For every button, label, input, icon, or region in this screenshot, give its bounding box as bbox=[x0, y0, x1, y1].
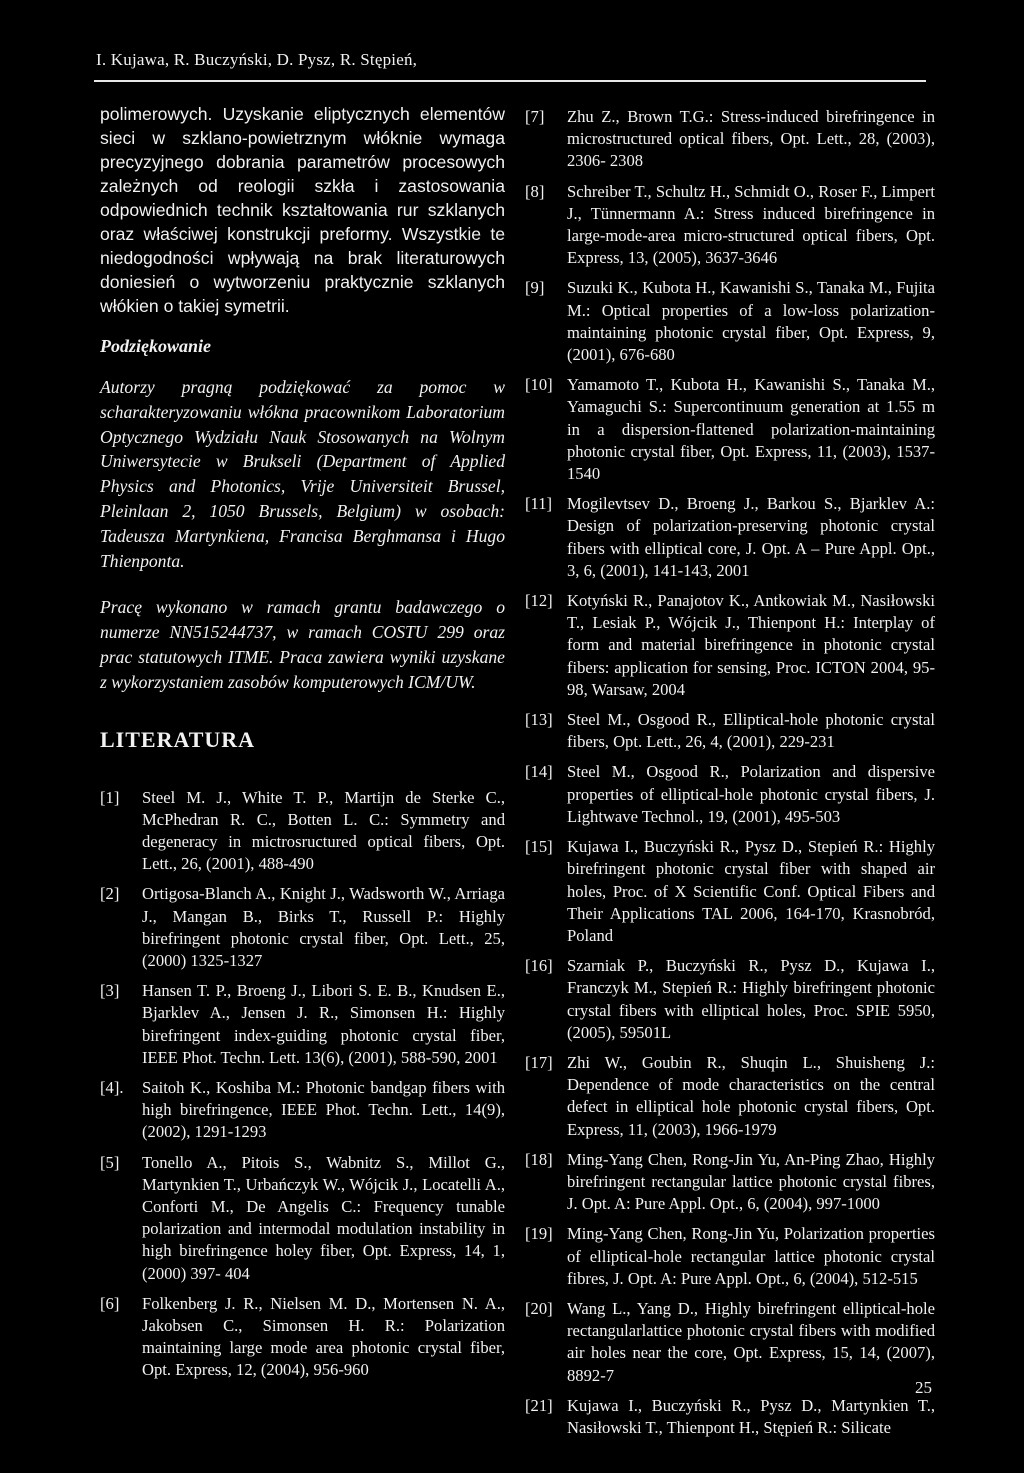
reference-text: Tonello A., Pitois S., Wabnitz S., Millot G., Martynkien T., Urbańczyk W., Wójcik J., Locatelli A., Conforti M., De Angelis C.: Frequency tunable polarization and intermodal modulation instability in high birefringence holey fiber, Opt. Express, 14, 1, (2000) 397- 404 bbox=[142, 1152, 505, 1283]
reference-text: Wang L., Yang D., Highly birefringent elliptical-hole rectangularlattice photonic crystal fibers with modified air holes near the core, Opt. Express, 15, 14, (2007), 8892-7 bbox=[567, 1298, 935, 1385]
right-column bbox=[525, 106, 935, 1447]
reference-text: Kotyński R., Panajotov K., Antkowiak M., Nasiłowski T., Lesiak P., Wójcik J., Thienpont H.: Interplay of form and material birefringence in photonic crystal fibers: application for sensing, Proc. ICTON 2004, 95-98, Warsaw, 2004 bbox=[567, 591, 935, 699]
reference-item bbox=[100, 1152, 505, 1285]
reference-item bbox=[525, 836, 935, 947]
reference-number: [8] bbox=[525, 181, 545, 201]
reference-number: [12] bbox=[525, 591, 553, 611]
reference-item bbox=[525, 374, 935, 485]
reference-item bbox=[525, 1223, 935, 1290]
reference-number: [18] bbox=[525, 1149, 553, 1169]
page-number: 25 bbox=[915, 1378, 932, 1397]
reference-number: [2] bbox=[100, 884, 120, 904]
reference-number: [1] bbox=[100, 787, 120, 807]
reference-text: Kujawa I., Buczyński R., Pysz D., Martynkien T., Nasiłowski T., Thienpont H., Stępień R.: Silicate bbox=[567, 1395, 935, 1437]
reference-number: [19] bbox=[525, 1224, 553, 1244]
reference-text: Steel M. J., White T. P., Martijn de Sterke C., McPhedran R. C., Botten L. C.: Symmetry and degeneracy in mictrosructured optical fibers, Opt. Lett., 26, (2001), 488-490 bbox=[142, 787, 505, 874]
acknowledgment-paragraph-1: Autorzy pragną podziękować za pomoc w scharakteryzowaniu włókna pracownikom Laboratorium Optycznego Wydziału Nauk Stosowanych na Wolnym Uniwersytecie w Brukseli (Department of Applied Physics and Photonics, Vrije Universiteit Brussel, Pleinlaan 2, 1050 Brussels, Belgium) w osobach: Tadeusza Martynkiena, Francisa Berghmansa i Hugo Thienponta. bbox=[100, 377, 505, 571]
reference-item bbox=[525, 709, 935, 753]
reference-list-right bbox=[525, 106, 935, 1439]
reference-text: Mogilevtsev D., Broeng J., Barkou S., Bjarklev A.: Design of polarization-preserving photonic crystal fibers with elliptical core, J. Opt. A – Pure Appl. Opt., 3, 6, (2001), 141-143, 2001 bbox=[567, 494, 935, 580]
reference-number: [5] bbox=[100, 1152, 120, 1172]
reference-number: [14] bbox=[525, 762, 553, 782]
running-header: I. Kujawa, R. Buczyński, D. Pysz, R. Stępień, bbox=[96, 50, 418, 69]
intro-paragraph: polimerowych. Uzyskanie eliptycznych elementów sieci w szklano-powietrznym włóknie wymaga precyzyjnego dobrania parametrów procesowych zależnych od reologii szkła i zastosowania odpowiednich technik kształtowania rur szklanych oraz właściwej konstrukcji preformy. Wszystkie te niedogodności wpływają na brak literaturowych doniesień o wytworzeniu praktycznie szklanych włókien o takiej symetrii. bbox=[100, 104, 505, 316]
reference-item bbox=[525, 106, 935, 173]
reference-number: [4]. bbox=[100, 1078, 124, 1097]
reference-text: Steel M., Osgood R., Polarization and dispersive properties of elliptical-hole photonic crystal fibers, J. Lightwave Technol., 19, (2001), 495-503 bbox=[567, 762, 935, 826]
reference-number: [13] bbox=[525, 710, 553, 730]
reference-number: [11] bbox=[525, 494, 553, 514]
reference-text: Ming-Yang Chen, Rong-Jin Yu, Polarization properties of elliptical-hole rectangular lattice photonic crystal fibres, J. Opt. A: Pure Appl. Opt., 6, (2004), 512-515 bbox=[567, 1224, 935, 1288]
reference-item bbox=[100, 787, 505, 876]
reference-text: Steel M., Osgood R., Elliptical-hole photonic crystal fibers, Opt. Lett., 26, 4, (2001), 229-231 bbox=[567, 710, 935, 752]
reference-number: [3] bbox=[100, 981, 120, 1001]
acknowledgment-paragraph-2: Pracę wykonano w ramach grantu badawczego o numerze NN515244737, w ramach COSTU 299 oraz prac statutowych ITME. Praca zawiera wyniki uzyskane z wykorzystaniem zasobów komputerowych ICM/UW. bbox=[100, 597, 505, 692]
reference-number: [15] bbox=[525, 837, 553, 857]
reference-item bbox=[525, 1395, 935, 1439]
reference-number: [6] bbox=[100, 1293, 120, 1313]
reference-number: [7] bbox=[525, 107, 545, 126]
reference-text: Saitoh K., Koshiba M.: Photonic bandgap fibers with high birefringence, IEEE Phot. Techn. Lett., 14(9), (2002), 1291-1293 bbox=[142, 1078, 505, 1142]
reference-item bbox=[525, 493, 935, 582]
reference-text: Szarniak P., Buczyński R., Pysz D., Kujawa I., Franczyk M., Stepień R.: Highly birefringent photonic crystal fibers with elliptical holes, Proc. SPIE 5950, (2005), 59501L bbox=[567, 956, 935, 1042]
reference-number: [20] bbox=[525, 1298, 553, 1318]
literature-title: LITERATURA bbox=[100, 726, 256, 752]
reference-item bbox=[100, 1293, 505, 1382]
reference-number: [10] bbox=[525, 375, 553, 395]
reference-item bbox=[525, 955, 935, 1044]
reference-number: [17] bbox=[525, 1052, 553, 1072]
reference-text: Ming-Yang Chen, Rong-Jin Yu, An-Ping Zhao, Highly birefringent rectangular lattice photonic crystal fibres, J. Opt. A: Pure Appl. Opt., 6, (2004), 997-1000 bbox=[567, 1149, 935, 1214]
left-column bbox=[100, 102, 505, 1390]
reference-text: Zhi W., Goubin R., Shuqin L., Shuisheng J.: Dependence of mode characteristics on the central defect in elliptical hole photonic crystal fibers, Opt. Express, 11, (2003), 1966-1979 bbox=[567, 1052, 935, 1139]
acknowledgment-title: Podziękowanie bbox=[100, 336, 211, 356]
reference-item bbox=[100, 980, 505, 1069]
reference-text: Hansen T. P., Broeng J., Libori S. E. B., Knudsen E., Bjarklev A., Jensen J. R., Simonsen H.: Highly birefringent index-guiding photonic crystal fiber, IEEE Phot. Techn. Lett. 13(6), (2001), 588-590, 2001 bbox=[142, 981, 505, 1067]
reference-item bbox=[100, 883, 505, 972]
reference-number: [21] bbox=[525, 1395, 553, 1415]
reference-number: [9] bbox=[525, 278, 545, 298]
reference-text: Zhu Z., Brown T.G.: Stress-induced birefringence in microstructured optical fibers, Opt. Lett., 28, (2003), 2306- 2308 bbox=[567, 107, 935, 171]
reference-text: Ortigosa-Blanch A., Knight J., Wadsworth W., Arriaga J., Mangan B., Birks T., Russell P.: Highly birefringent photonic crystal fiber, Opt. Lett., 25, (2000) 1325-1327 bbox=[142, 884, 505, 970]
reference-item bbox=[525, 590, 935, 701]
reference-text: Kujawa I., Buczyński R., Pysz D., Stepień R.: Highly birefringent photonic crystal fiber with shaped air holes, Proc. of X Scientific Conf. Optical Fibers and Their Applications TAL 2006, 164-170, Krasnobród, Poland bbox=[567, 837, 935, 945]
reference-list-left bbox=[100, 787, 505, 1382]
reference-item bbox=[525, 277, 935, 366]
reference-number: [16] bbox=[525, 956, 553, 976]
reference-text: Schreiber T., Schultz H., Schmidt O., Roser F., Limpert J., Tünnermann A.: Stress induced birefringence in large-mode-area micro-structured optical fibers, Opt. Express, 13, (2005), 3637-3646 bbox=[567, 181, 935, 268]
reference-item bbox=[525, 761, 935, 828]
reference-item bbox=[525, 181, 935, 270]
reference-text: Suzuki K., Kubota H., Kawanishi S., Tanaka M., Fujita M.: Optical properties of a low-loss polarization-maintaining photonic crystal fiber, Opt. Express, 9, (2001), 676-680 bbox=[567, 278, 935, 365]
reference-item bbox=[100, 1077, 505, 1144]
reference-item bbox=[525, 1298, 935, 1387]
reference-text: Yamamoto T., Kubota H., Kawanishi S., Tanaka M., Yamaguchi S.: Supercontinuum generation at 1.55 m in a dispersion-flattened polarization-maintaining photonic crystal fiber, Opt. Express, 11, (2003), 1537-1540 bbox=[567, 375, 935, 484]
reference-item bbox=[525, 1052, 935, 1141]
header-rule bbox=[94, 80, 926, 82]
reference-item bbox=[525, 1149, 935, 1216]
reference-text: Folkenberg J. R., Nielsen M. D., Mortensen N. A., Jakobsen C., Simonsen H. R.: Polarization maintaining large mode area photonic crystal fiber, Opt. Express, 12, (2004), 956-960 bbox=[142, 1293, 505, 1380]
